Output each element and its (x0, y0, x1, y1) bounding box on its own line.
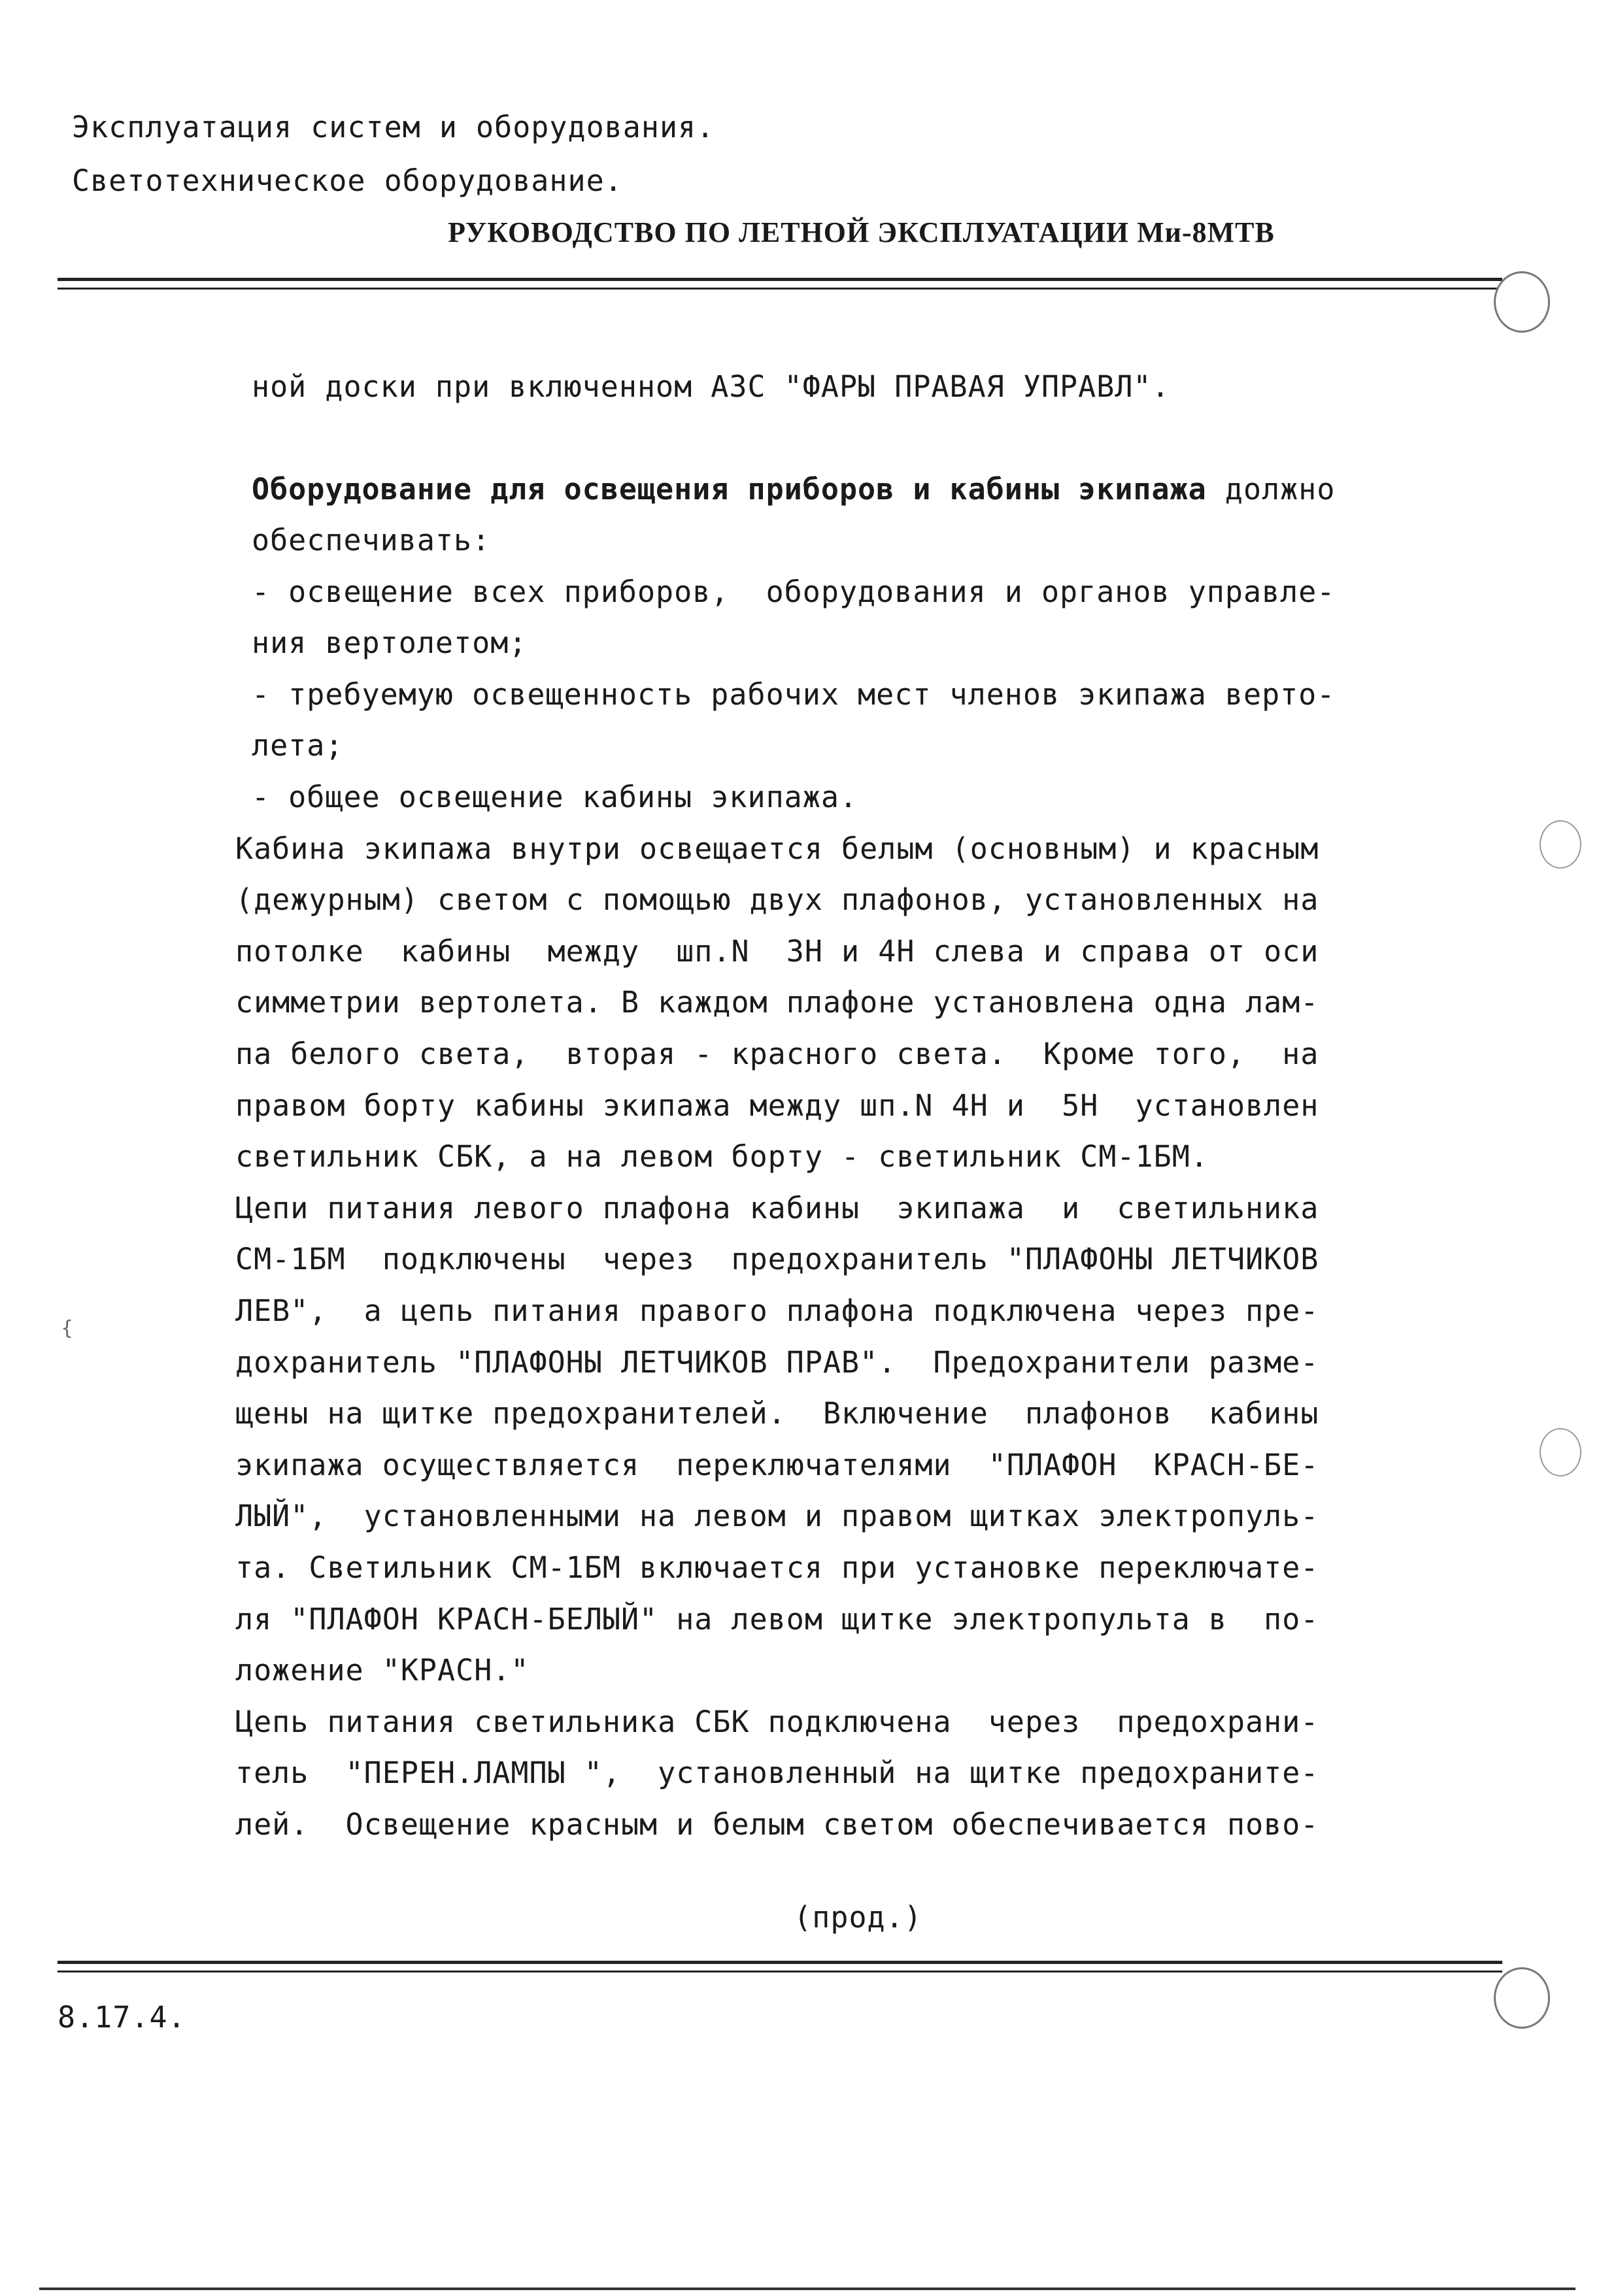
body-line: (дежурным) светом с помощью двух плафонов, установленных на (235, 882, 1319, 917)
body-line: потолке кабины между шп.N 3Н и 4Н слева и справа от оси (235, 934, 1319, 969)
continued-note: (прод.) (794, 1900, 922, 1935)
subsection-heading: Светотехническое оборудование. (72, 163, 623, 198)
punch-hole-top (1494, 271, 1550, 333)
body-line: Цепь питания светильника СБК подключена через предохрани- (235, 1705, 1319, 1739)
body-line: симметрии вертолета. В каждом плафоне установлена одна лам- (235, 985, 1319, 1020)
body-line: - требуемую освещенность рабочих мест членов экипажа верто- (252, 677, 1336, 712)
page-bottom-rule (39, 2288, 1576, 2294)
page-number: 8.17.4. (58, 2000, 186, 2035)
body-line: ля "ПЛАФОН КРАСН-БЕЛЫЙ" на левом щитке электропульта в по- (235, 1602, 1319, 1637)
footer-double-rule (58, 1961, 1502, 1972)
body-line: обеспечивать: (252, 523, 491, 557)
body-line: - общее освещение кабины экипажа. (252, 780, 858, 814)
document-title: РУКОВОДСТВО ПО ЛЕТНОЙ ЭКСПЛУАТАЦИИ Ми-8МТВ (448, 216, 1275, 248)
punch-hole-middle (1540, 820, 1581, 869)
body-line: ложение "КРАСН." (235, 1653, 530, 1688)
body-line: ния вертолетом; (252, 625, 528, 660)
section-heading: Эксплуатация систем и оборудования. (72, 110, 715, 144)
paragraph-lead-bold: Оборудование для освещения приборов и кабины экипажа (252, 472, 1207, 507)
body-line: ЛЫЙ", установленными на левом и правом щитках электропуль- (235, 1499, 1319, 1533)
punch-hole-lower (1540, 1428, 1581, 1476)
body-line: экипажа осуществляется переключателями "ПЛАФОН КРАСН-БЕ- (235, 1448, 1319, 1482)
body-line: па белого света, вторая - красного света. Кроме того, на (235, 1037, 1319, 1071)
paragraph-lead (252, 472, 1335, 507)
body-line: дохранитель "ПЛАФОНЫ ЛЕТЧИКОВ ПРАВ". Предохранители разме- (235, 1345, 1319, 1380)
body-line: ЛЕВ", а цепь питания правого плафона подключена через пре- (235, 1293, 1319, 1328)
punch-hole-bottom (1494, 1967, 1550, 2029)
body-line: - освещение всех приборов, оборудования и органов управле- (252, 574, 1336, 609)
paragraph-lead-rest: должно (1206, 472, 1336, 507)
body-line: светильник СБК, а на левом борту - светильник СМ-1БМ. (235, 1139, 1209, 1174)
body-line: СМ-1БМ подключены через предохранитель "ПЛАФОНЫ ЛЕТЧИКОВ (235, 1242, 1319, 1276)
body-line: щены на щитке предохранителей. Включение плафонов кабины (235, 1396, 1319, 1431)
intro-line: ной доски при включенном АЗС "ФАРЫ ПРАВАЯ УПРАВЛ". (252, 369, 1170, 404)
body-line: Цепи питания левого плафона кабины экипажа и светильника (235, 1191, 1319, 1225)
body-line: Кабина экипажа внутри освещается белым (основным) и красным (235, 831, 1319, 866)
body-line: лета; (252, 728, 344, 763)
body-line: та. Светильник СМ-1БМ включается при установке переключате- (235, 1550, 1319, 1585)
body-line: правом борту кабины экипажа между шп.N 4Н и 5Н установлен (235, 1088, 1319, 1123)
margin-mark: { (61, 1317, 74, 1340)
body-line: тель "ПЕРЕН.ЛАМПЫ ", установленный на щитке предохраните- (235, 1755, 1319, 1790)
header-double-rule (58, 278, 1502, 290)
body-line: лей. Освещение красным и белым светом обеспечивается пово- (235, 1807, 1319, 1842)
